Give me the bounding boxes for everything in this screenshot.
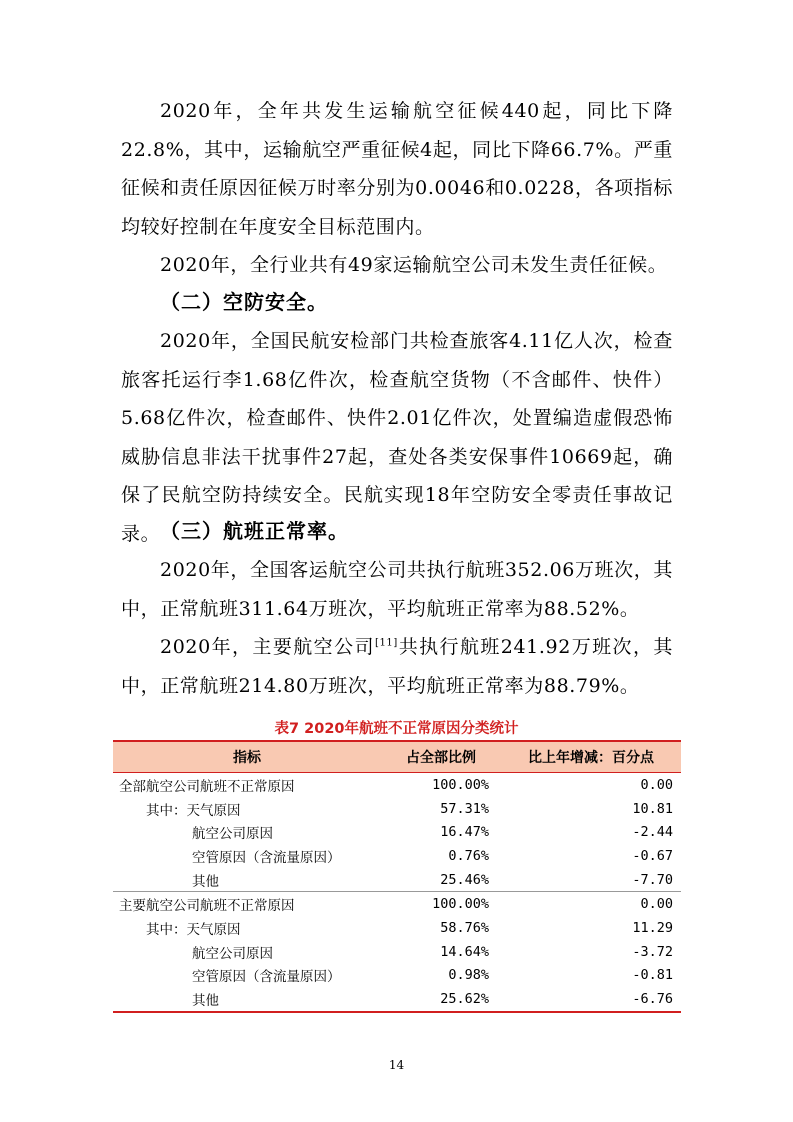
paragraph-major-airlines [121, 628, 673, 705]
row-label: 其他 [192, 873, 219, 890]
row-change: 11.29 [632, 919, 673, 936]
row-label: 航空公司原因 [192, 945, 273, 962]
heading-aviation-security: （二）空防安全。 [160, 290, 328, 314]
row-share: 0.76% [448, 847, 489, 864]
row-share: 16.47% [440, 824, 489, 841]
row-change: -6.76 [632, 991, 673, 1008]
row-share: 0.98% [448, 967, 489, 984]
paragraph-no-incident-airlines: 2020年，全行业共有49家运输航空公司未发生责任征候。 [160, 254, 668, 276]
table-row [113, 844, 681, 868]
table-row [113, 891, 681, 916]
table-row [113, 868, 681, 892]
header-indicator: 指标 [233, 750, 261, 766]
paragraph-passenger-flights: 2020年，全国客运航空公司共执行航班352.06万班次，其中，正常航班311.64万班次，平均航班正常率为88.52%。 [121, 559, 673, 620]
row-share: 25.46% [440, 871, 489, 888]
row-label: 空管原因（含流量原因） [192, 969, 341, 986]
row-change: 0.00 [640, 896, 673, 913]
major-airlines-text-start: 2020年，主要航空公司 [160, 636, 375, 658]
table-row [113, 964, 681, 988]
row-label: 主要航空公司航班不正常原因 [119, 898, 295, 915]
footnote-marker[interactable]: [11] [374, 637, 398, 649]
table-row [113, 773, 681, 797]
header-change: 比上年增减：百分点 [528, 750, 654, 766]
table-row [113, 987, 681, 1011]
row-share: 100.00% [432, 896, 489, 913]
row-change: 0.00 [640, 776, 673, 793]
row-share: 100.00% [432, 776, 489, 793]
paragraph-incidents: 2020年，全年共发生运输航空征候440起，同比下降22.8%，其中，运输航空严重征候4起，同比下降66.7%。严重征候和责任原因征候万时率分别为0.0046和0.0228，各项指标均较好控制在年度安全目标范围内。 [121, 100, 673, 238]
row-share: 14.64% [440, 943, 489, 960]
row-label: 航空公司原因 [192, 826, 273, 843]
table-row [113, 916, 681, 940]
table-row [113, 820, 681, 844]
row-label: 空管原因（含流量原因） [192, 849, 341, 866]
row-change: -2.44 [632, 824, 673, 841]
page-number: 14 [388, 1058, 405, 1072]
row-change: -3.72 [632, 943, 673, 960]
table-row [113, 797, 681, 821]
row-label: 其中：天气原因 [146, 921, 241, 938]
table-header [113, 742, 681, 773]
row-share: 25.62% [440, 991, 489, 1008]
row-share: 58.76% [440, 919, 489, 936]
row-change: -7.70 [632, 871, 673, 888]
row-label: 其中：天气原因 [146, 802, 241, 819]
row-change: -0.67 [632, 847, 673, 864]
row-share: 57.31% [440, 800, 489, 817]
row-label: 其他 [192, 993, 219, 1010]
heading-flight-punctuality: （三）航班正常率。 [160, 519, 349, 543]
irregular-flights-table [113, 740, 681, 1013]
header-share: 占全部比例 [406, 750, 476, 766]
table-title: 表7 2020年航班不正常原因分类统计 [274, 721, 519, 737]
paragraph-security-checks: 2020年，全国民航安检部门共检查旅客4.11亿人次，检查旅客托运行李1.68亿件次，检查航空货物（不含邮件、快件）5.68亿件次，检查邮件、快件2.01亿件次，处置编造虚假恐怖威胁信息非法干扰事件27起，查处各类安保事件10669起，确保了民航空防持续安全。民航实现18年空防安全零责任事故记录。 [121, 330, 673, 545]
table-row [113, 940, 681, 964]
row-change: -0.81 [632, 967, 673, 984]
major-airlines-text-end: 共执行航班241.92万班次，其中，正常航班214.80万班次，平均航班正常率为88.79%。 [121, 636, 673, 697]
row-change: 10.81 [632, 800, 673, 817]
row-label: 全部航空公司航班不正常原因 [119, 778, 295, 795]
